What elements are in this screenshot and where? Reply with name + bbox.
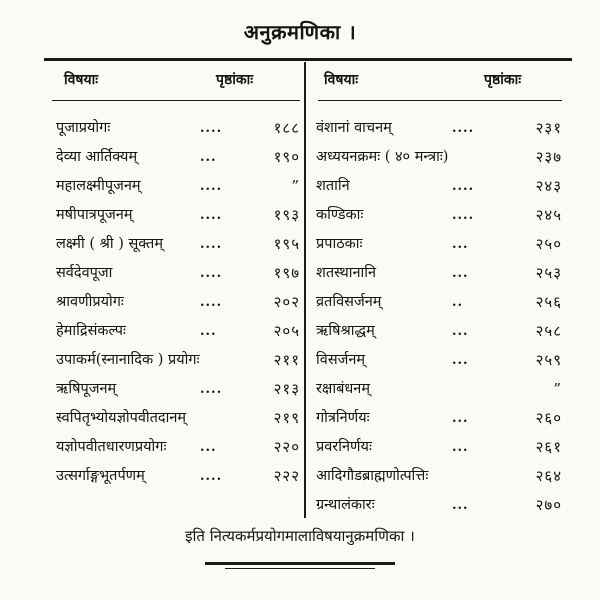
entry-page-number: २११ — [273, 351, 300, 369]
entry-page-number: २६१ — [535, 438, 562, 456]
index-entry — [312, 491, 564, 520]
left-index-column — [52, 114, 302, 491]
entry-leader-dots: ... — [452, 498, 469, 513]
index-entry — [52, 375, 302, 404]
entry-subject: कण्डिकाः — [316, 207, 364, 223]
entry-subject: पूजाप्रयोगः — [56, 120, 111, 136]
column-divider — [304, 62, 306, 518]
entry-leader-dots: ... — [452, 411, 469, 426]
entry-subject: गोत्रनिर्णयः — [316, 410, 370, 426]
entry-page-number: २१९ — [273, 409, 300, 427]
entry-leader-dots: .... — [452, 208, 475, 223]
index-entry — [312, 172, 564, 201]
entry-leader-dots: .. — [452, 295, 464, 310]
index-entry — [52, 230, 302, 259]
entry-subject: महालक्ष्मीपूजनम् — [56, 178, 141, 194]
index-entry — [312, 404, 564, 433]
entry-page-number: १९७ — [273, 264, 300, 282]
entry-subject: हेमाद्रिसंकल्पः — [56, 323, 126, 339]
entry-page-number: २०२ — [273, 293, 300, 311]
entry-leader-dots: ... — [452, 266, 469, 281]
index-entry — [52, 433, 302, 462]
index-entry — [312, 201, 564, 230]
entry-leader-dots: .... — [200, 121, 223, 136]
entry-subject: वंशानां वाचनम् — [316, 120, 392, 136]
index-entry — [312, 114, 564, 143]
index-entry — [312, 346, 564, 375]
entry-leader-dots: ... — [452, 353, 469, 368]
entry-page-number: ” — [553, 380, 562, 398]
entry-subject: आदिगौडब्राह्मणोत्पत्तिः — [316, 468, 429, 484]
entry-page-number: १९० — [273, 148, 300, 166]
entry-subject: रक्षाबंधनम् — [316, 381, 370, 397]
right-header-rule — [318, 100, 562, 101]
entry-leader-dots: ... — [200, 440, 217, 455]
bottom-rule — [205, 562, 395, 565]
index-entry — [312, 375, 564, 404]
index-entry — [312, 259, 564, 288]
entry-page-number: २६४ — [535, 467, 562, 485]
bottom-rule-thin — [225, 568, 375, 569]
index-entry — [52, 346, 302, 375]
index-entry — [312, 288, 564, 317]
index-entry — [312, 143, 564, 172]
index-entry — [52, 288, 302, 317]
entry-subject: शतानि — [316, 178, 350, 194]
right-index-column — [312, 114, 564, 520]
right-page-header: पृष्ठांकाः — [484, 72, 522, 88]
entry-page-number: २२० — [273, 438, 300, 456]
index-entry — [52, 259, 302, 288]
entry-page-number: २०५ — [273, 322, 300, 340]
index-entry — [312, 317, 564, 346]
left-page-header: पृष्ठांकाः — [216, 72, 254, 88]
entry-subject: व्रतविसर्जनम् — [316, 294, 382, 310]
index-entry — [312, 462, 564, 491]
index-entry — [52, 462, 302, 491]
entry-subject: स्वपितृभ्योयज्ञोपवीतदानम् — [56, 410, 187, 426]
entry-page-number: १८८ — [273, 119, 300, 137]
entry-leader-dots: .... — [200, 469, 223, 484]
index-entry — [312, 230, 564, 259]
entry-subject: ऋषिश्राद्धम् — [316, 323, 375, 339]
entry-page-number: २५० — [535, 235, 562, 253]
entry-subject: प्रवरनिर्णयः — [316, 439, 372, 455]
entry-leader-dots: ... — [452, 440, 469, 455]
entry-page-number: २४५ — [535, 206, 562, 224]
entry-leader-dots: .... — [452, 179, 475, 194]
entry-leader-dots: .... — [200, 266, 223, 281]
entry-page-number: २५८ — [535, 322, 562, 340]
entry-leader-dots: ... — [200, 324, 217, 339]
entry-page-number: २२२ — [273, 467, 300, 485]
entry-subject: अध्ययनक्रमः ( ४० मन्त्राः) — [316, 149, 449, 165]
entry-subject: शतस्थानानि — [316, 265, 377, 281]
index-entry — [52, 114, 302, 143]
entry-subject: ग्रन्थालंकारः — [316, 497, 375, 513]
index-entry — [52, 404, 302, 433]
entry-subject: मषीपात्रपूजनम् — [56, 207, 133, 223]
entry-leader-dots: .... — [200, 382, 223, 397]
entry-page-number: २३७ — [535, 148, 562, 166]
index-entry — [52, 201, 302, 230]
entry-page-number: २७० — [535, 496, 562, 514]
entry-leader-dots: .... — [452, 121, 475, 136]
entry-leader-dots: .... — [200, 179, 223, 194]
entry-subject: उपाकर्म(स्नानादिक ) प्रयोगः — [56, 352, 200, 368]
entry-page-number: २५९ — [535, 351, 562, 369]
left-subject-header: विषयाः — [64, 72, 99, 88]
entry-subject: लक्ष्मी ( श्री ) सूक्तम् — [56, 236, 163, 252]
entry-leader-dots: ... — [452, 237, 469, 252]
entry-page-number: २१३ — [273, 380, 300, 398]
entry-subject: देव्या आर्तिक्यम् — [56, 149, 138, 165]
entry-subject: प्रपाठकाः — [316, 236, 363, 252]
entry-page-number: २५६ — [535, 293, 562, 311]
index-entry — [52, 317, 302, 346]
colophon: इति नित्यकर्मप्रयोगमालाविषयानुक्रमणिका । — [185, 527, 415, 545]
entry-page-number: २४३ — [535, 177, 562, 195]
index-entry — [52, 172, 302, 201]
entry-page-number: १९५ — [273, 235, 300, 253]
entry-subject: सर्वदेवपूजा — [56, 265, 113, 281]
entry-leader-dots: ... — [452, 324, 469, 339]
entry-leader-dots: .... — [200, 295, 223, 310]
entry-subject: श्रावणीप्रयोगः — [56, 294, 124, 310]
page-title: अनुक्रमणिका । — [243, 20, 357, 44]
entry-subject: विसर्जनम् — [316, 352, 366, 368]
entry-leader-dots: .... — [200, 208, 223, 223]
top-rule — [44, 58, 572, 61]
index-entry — [52, 143, 302, 172]
entry-page-number: २६० — [535, 409, 562, 427]
entry-page-number: २३१ — [535, 119, 562, 137]
entry-page-number: २५३ — [535, 264, 562, 282]
entry-leader-dots: ... — [200, 150, 217, 165]
index-entry — [312, 433, 564, 462]
entry-leader-dots: .... — [200, 237, 223, 252]
entry-subject: ऋषिपूजनम् — [56, 381, 117, 397]
left-header-rule — [52, 100, 300, 101]
entry-page-number: ” — [291, 177, 300, 195]
entry-page-number: १९३ — [273, 206, 300, 224]
right-subject-header: विषयाः — [324, 72, 359, 88]
entry-subject: उत्सर्गाङ्गभूतर्पणम् — [56, 468, 145, 484]
entry-subject: यज्ञोपवीतधारणप्रयोगः — [56, 439, 167, 455]
